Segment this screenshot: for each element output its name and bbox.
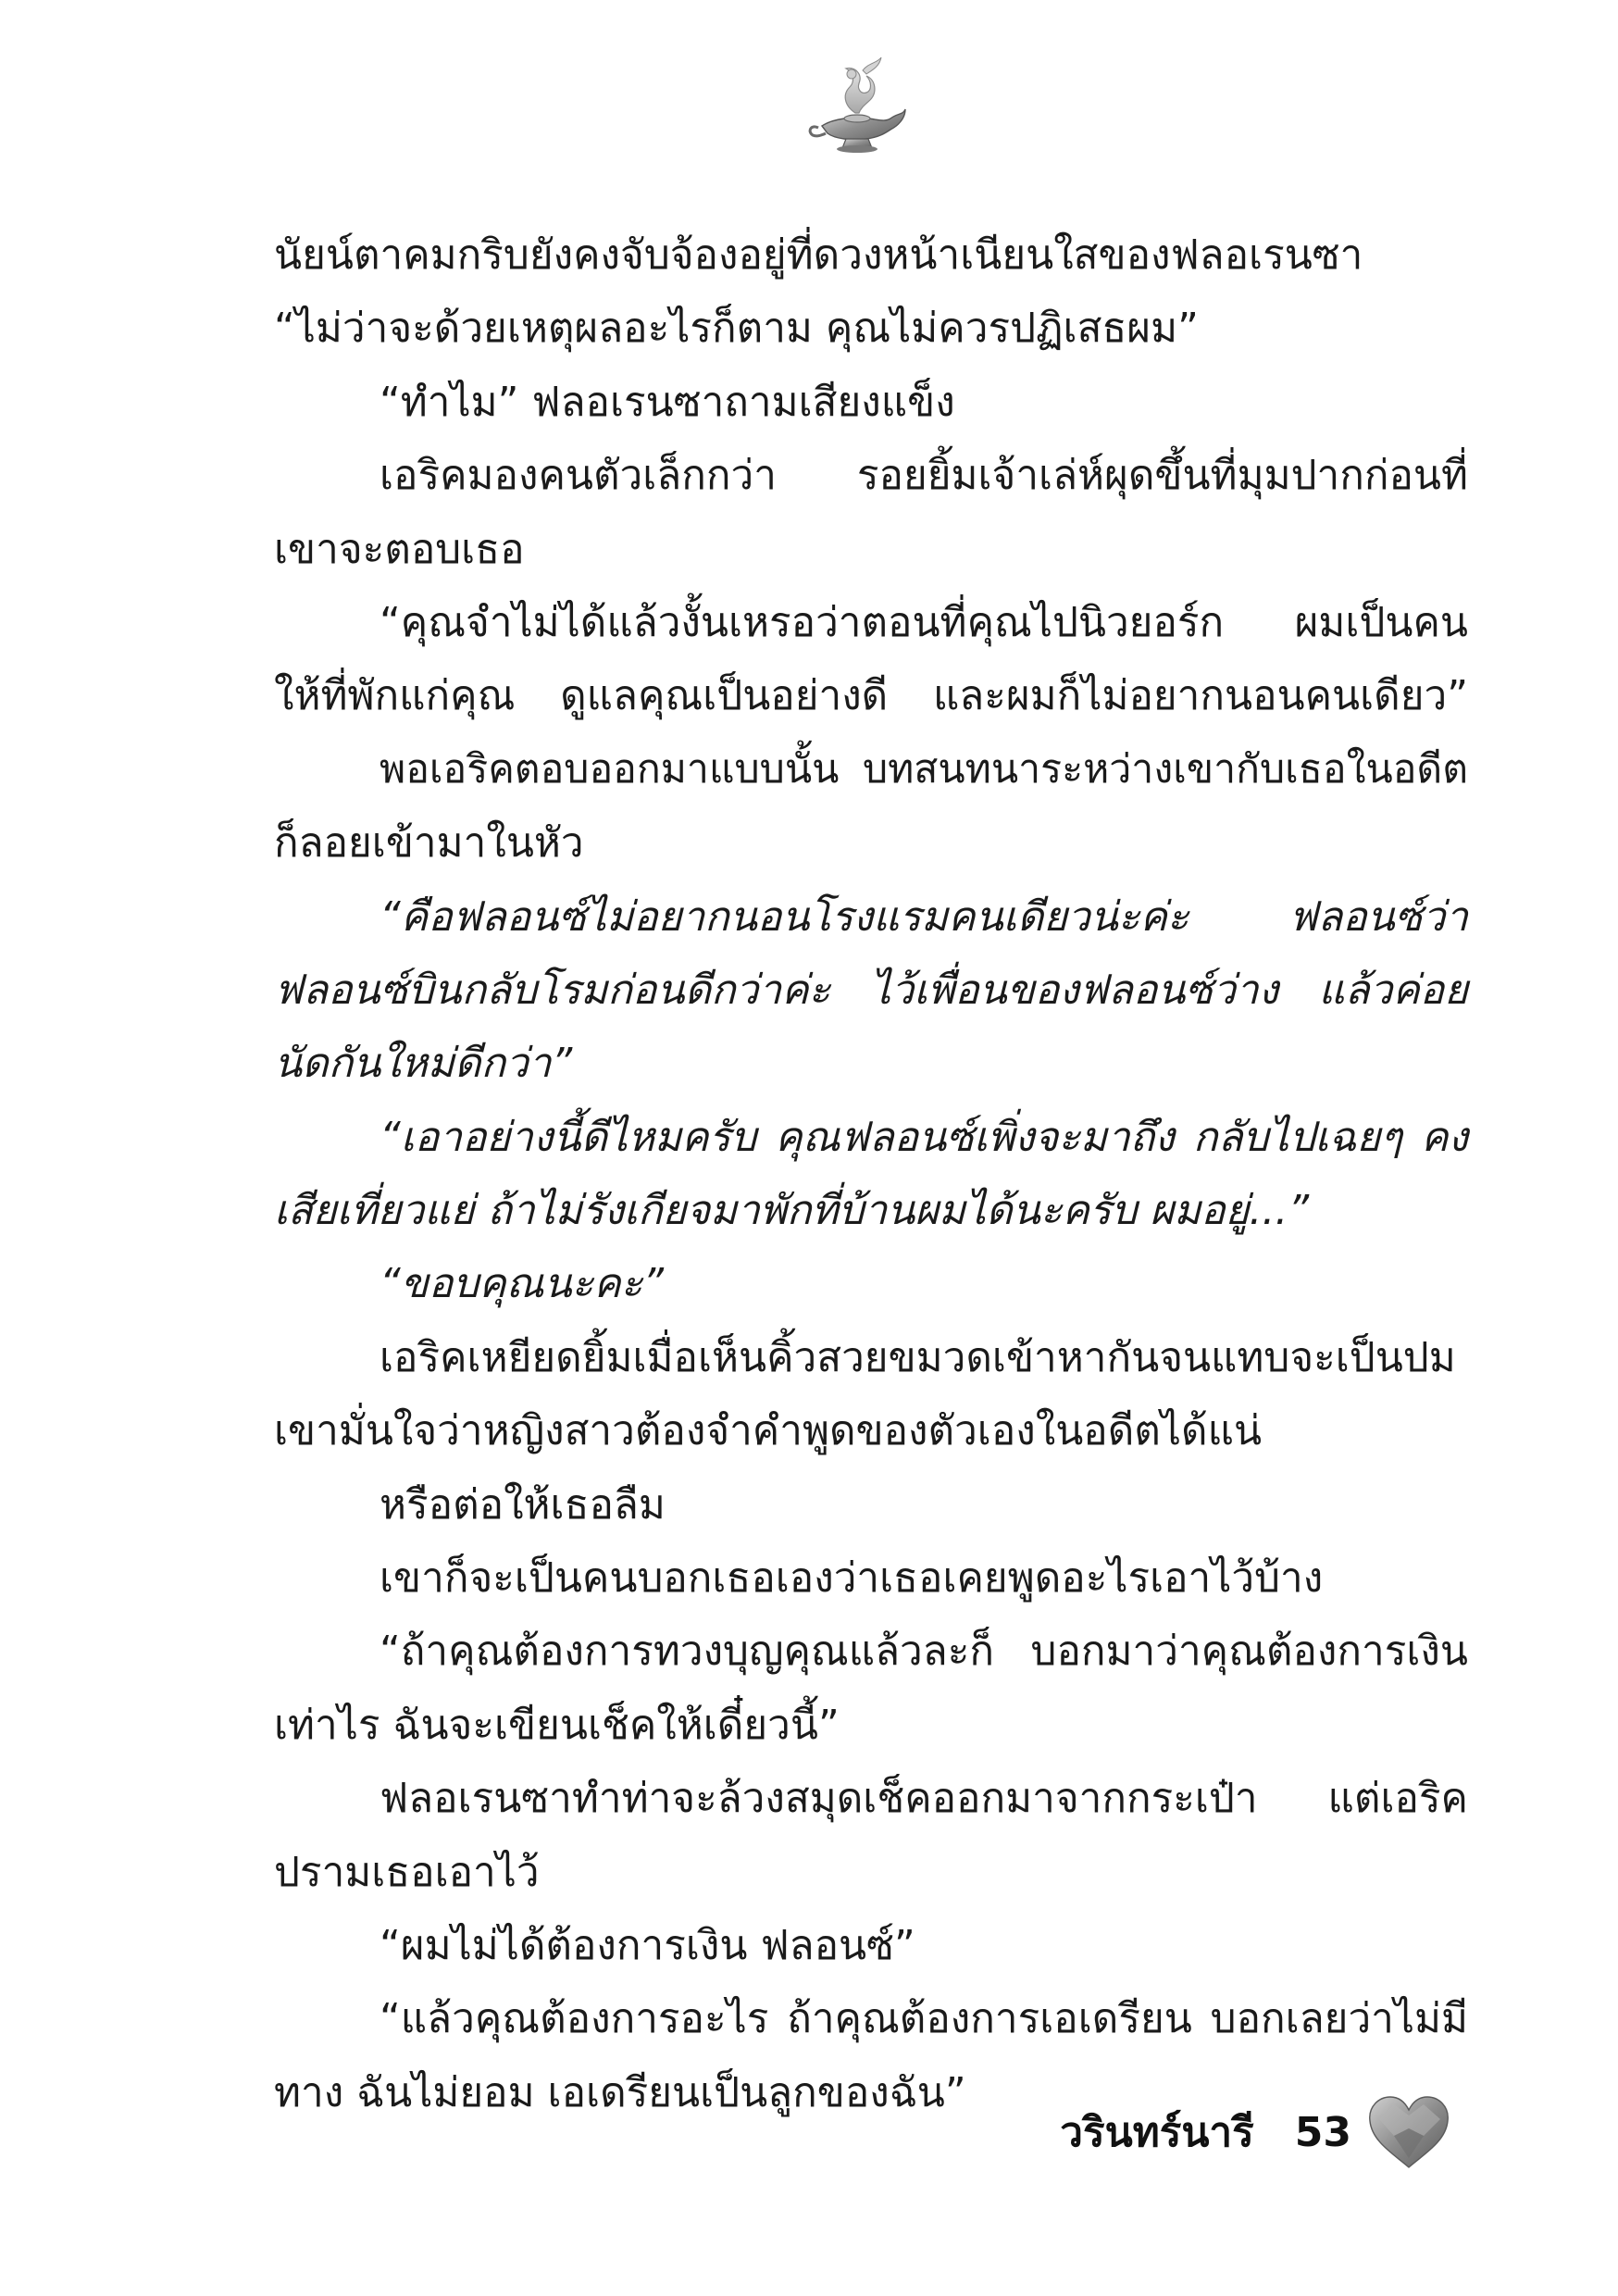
text-line: เขาจะตอบเธอ [274,525,525,573]
text-line: นัดกันใหม่ดีกว่า” [274,1040,573,1088]
text-line: ก็ลอยเข้ามาในหัว [274,819,584,867]
text-line: เอริคเหยียดยิ้มเมื่อเห็นคิ้วสวยขมวดเข้าหากันจนแทบจะเป็นปม [380,1333,1456,1381]
text-line: เขาก็จะเป็นคนบอกเธอเองว่าเธอเคยพูดอะไรเอาไว้บ้าง [380,1554,1324,1603]
text-line: “ทำไม” ฟลอเรนซาถามเสียงแข็ง [380,378,955,426]
text-line: ทาง ฉันไม่ยอม เอเดรียนเป็นลูกของฉัน” [274,2068,966,2116]
text-line: “แล้วคุณต้องการอะไร ถ้าคุณต้องการเอเดรียน บอกเลยว่าไม่มี [380,1995,1468,2043]
text-line: ให้ที่พักแก่คุณ ดูแลคุณเป็นอย่างดี และผมก็ไม่อยากนอนคนเดียว” [274,672,1468,720]
text-line: “ถ้าคุณต้องการทวงบุญคุณแล้วละก็ บอกมาว่าคุณต้องการเงิน [380,1628,1468,1676]
text-line: เขามั่นใจว่าหญิงสาวต้องจำคำพูดของตัวเองในอดีตได้แน่ [274,1407,1263,1455]
text-line: เอริคมองคนตัวเล็กกว่า รอยยิ้มเจ้าเล่ห์ผุดขึ้นที่มุมปากก่อนที่ [380,452,1468,500]
text-line: นัยน์ตาคมกริบยังคงจับจ้องอยู่ที่ดวงหน้าเนียนใสของฟลอเรนซา [274,231,1363,279]
text-line: “คือฟลอนซ์ไม่อยากนอนโรงแรมคนเดียวน่ะค่ะ ฟลอนซ์ว่า [380,892,1468,941]
text-line: เสียเที่ยวแย่ ถ้าไม่รังเกียจมาพักที่บ้านผมได้นะครับ ผมอยู่...” [274,1187,1310,1235]
text-line: “ไม่ว่าจะด้วยเหตุผลอะไรก็ตาม คุณไม่ควรปฏิเสธผม” [274,305,1199,353]
body-text [274,218,1468,2129]
text-line: ฟลอเรนซาทำท่าจะล้วงสมุดเช็คออกมาจากกระเป๋า แต่เอริค [380,1775,1468,1823]
book-title: วรินทร์นารี [1060,2109,1254,2156]
text-line: เท่าไร ฉันจะเขียนเช็คให้เดี๋ยวนี้” [274,1701,840,1749]
heart-icon [1366,2093,1451,2171]
text-line: “ขอบคุณนะคะ” [380,1260,665,1308]
genie-lamp-icon [802,54,913,165]
page-number: 53 [1294,2108,1351,2156]
text-line: หรือต่อให้เธอลืม [380,1480,666,1529]
text-line: “คุณจำไม่ได้แล้วงั้นเหรอว่าตอนที่คุณไปนิวยอร์ก ผมเป็นคน [380,598,1468,646]
text-line: “เอาอย่างนี้ดีไหมครับ คุณฟลอนซ์เพิ่งจะมาถึง กลับไปเฉยๆ คง [380,1113,1468,1161]
page-footer [1060,2081,1451,2183]
text-line: ฟลอนซ์บินกลับโรมก่อนดีกว่าค่ะ ไว้เพื่อนของฟลอนซ์ว่าง แล้วค่อย [274,966,1468,1014]
text-line: ปรามเธอเอาไว้ [274,1848,540,1896]
text-line: พอเอริคตอบออกมาแบบนั้น บทสนทนาระหว่างเขากับเธอในอดีต [380,745,1468,792]
text-line: “ผมไม่ได้ต้องการเงิน ฟลอนซ์” [380,1921,915,1969]
